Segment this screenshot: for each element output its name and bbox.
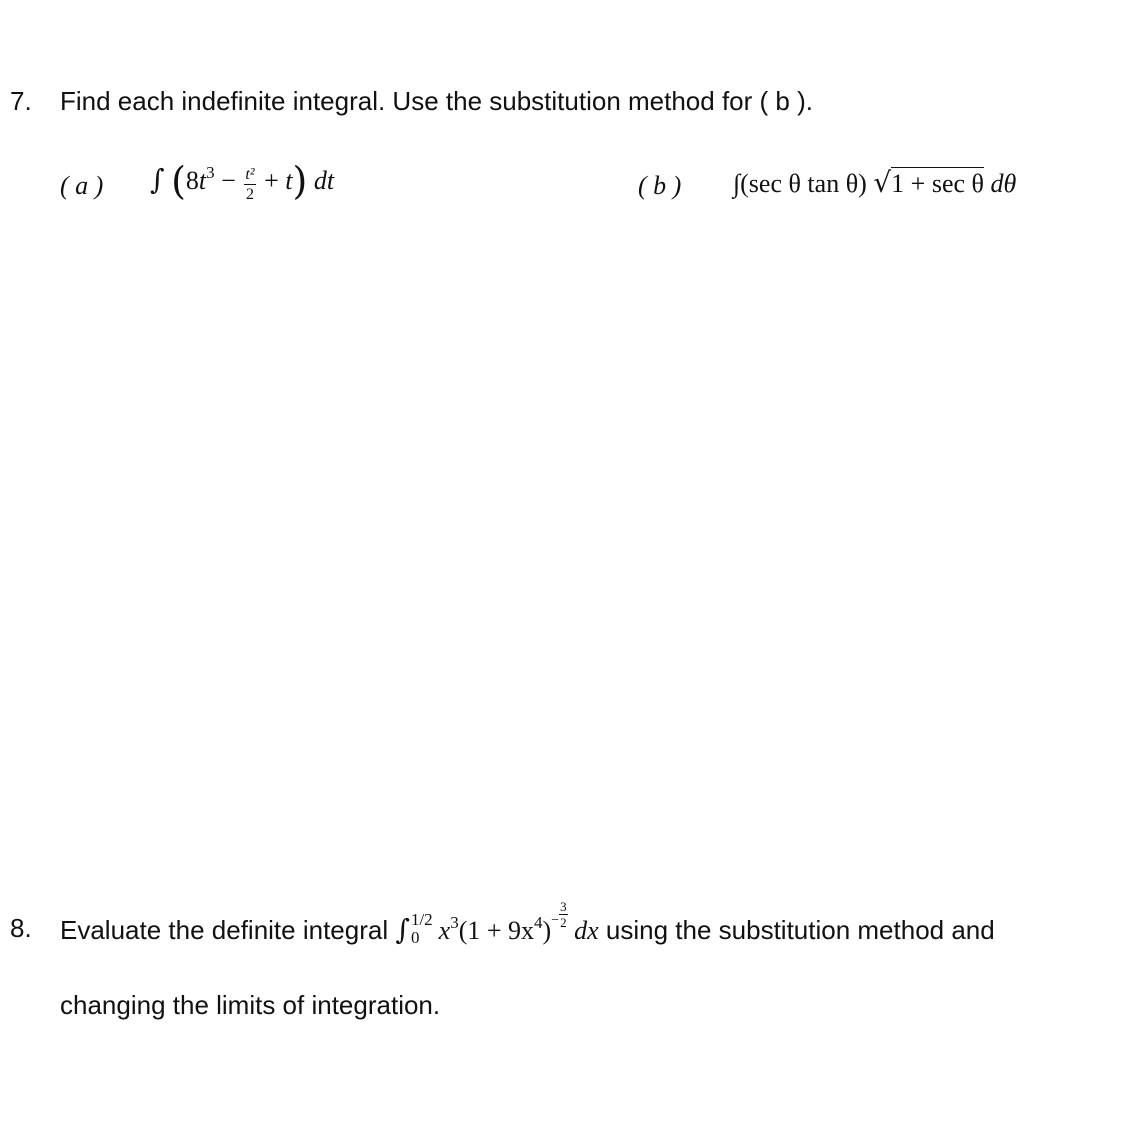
x-exponent: 3 (450, 913, 459, 932)
problem-7-instruction: Find each indefinite integral. Use the substitution method for ( b ). (60, 86, 813, 116)
radicand: 1 + sec θ (891, 169, 984, 198)
differential-dx: dx (574, 916, 599, 945)
left-paren: ( (171, 159, 186, 203)
inner-exponent: 4 (534, 913, 543, 932)
fraction-t2-over-2 (244, 167, 255, 203)
integral-open: ∫(sec θ tan θ) (733, 169, 874, 198)
part-b-label: ( b ) (638, 171, 682, 200)
problem-8-number: 8. (10, 913, 32, 943)
outer-exponent-fraction (559, 900, 568, 929)
part-b-integral (733, 166, 1016, 199)
problem-8-text-after: using the substitution method and (598, 915, 995, 945)
outer-exponent (551, 900, 567, 932)
problem-8-line-1 (60, 900, 995, 947)
differential-dt: dt (313, 166, 335, 195)
outer-exponent-sign: − (551, 913, 560, 928)
minus-sign: − (214, 166, 243, 195)
integral-limits (411, 911, 433, 947)
coefficient: 8 (185, 166, 199, 195)
plus-sign: + (257, 166, 286, 195)
problem-7-number: 7. (10, 86, 32, 116)
exponent-3: 3 (206, 163, 215, 182)
problem-8-text-before: Evaluate the definite integral (60, 915, 396, 945)
integral-sign: ∫ (395, 913, 410, 946)
integrand (438, 899, 599, 945)
differential-dtheta: dθ (990, 169, 1017, 198)
upper-limit: 1/2 (410, 910, 433, 930)
variable-x: x (438, 916, 451, 945)
base-expression: (1 + 9x (458, 916, 535, 945)
lower-limit: 0 (410, 928, 420, 947)
term-t: t (285, 166, 293, 195)
integral-sign: ∫ (150, 163, 165, 196)
right-paren: ) (292, 159, 308, 203)
part-a-integral (150, 159, 335, 203)
fraction-denominator: 2 (245, 186, 254, 203)
fraction-numerator: t² (245, 166, 255, 183)
sqrt-icon: √ (873, 166, 892, 199)
outer-exponent-denominator: 2 (560, 915, 567, 930)
close-paren: ) (542, 916, 552, 945)
problem-8-line-2: changing the limits of integration. (60, 990, 441, 1020)
variable-t: t (198, 166, 207, 195)
outer-exponent-numerator: 3 (560, 899, 567, 914)
part-a-label: ( a ) (60, 171, 104, 200)
